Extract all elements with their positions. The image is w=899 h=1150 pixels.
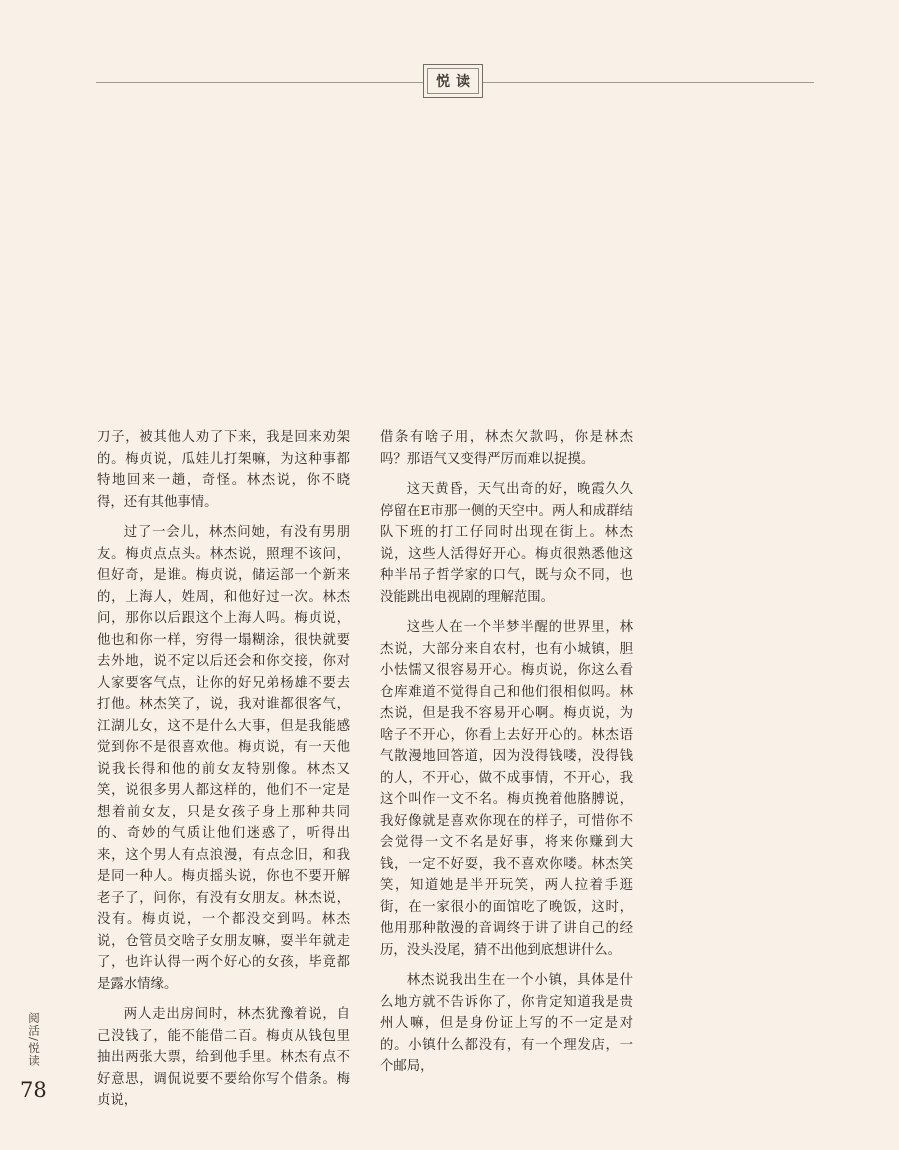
- paragraph: 这些人在一个半梦半醒的世界里，林杰说，大部分来自农村，也有小城镇，胆小怯懦又很容易开心。梅贞说，你这么看仓库难道不觉得自己和他们很相似吗。林杰说，但是我不容易开心啊。梅贞说，为啥子不开心，你看上去好开心的。林杰语气散漫地回答道，因为没得钱喽，没得钱的人，不开心，做不成事情，不开心，我这个叫作一文不名。梅贞挽着他胳膊说，我好像就是喜欢你现在的样子，可惜你不会觉得一文不名是好事，将来你赚到大钱，一定不好耍，我不喜欢你喽。林杰笑笑，知道她是半开玩笑，两人拉着手逛街，在一家很小的面馆吃了晚饭，这时，他用那种散漫的音调终于讲了讲自己的经历，没头没尾，猜不出他到底想讲什么。: [380, 620, 633, 958]
- page-number: 78: [20, 1078, 47, 1102]
- section-label: 悦读: [423, 64, 483, 98]
- paragraph: 林杰说我出生在一个小镇，具体是什么地方就不告诉你了，你肯定知道我是贵州人嘛，但是身份证上写的不一定是对的。小镇什么都没有，有一个理发店，一个邮局，: [380, 973, 633, 1074]
- paragraph: 这天黄昏，天气出奇的好，晚霞久久停留在E市那一侧的天空中。两人和成群结队下班的打工仔同时出现在街上。林杰说，这些人活得好开心。梅贞很熟悉他这种半吊子哲学家的口气，既与众不同，也没能跳出电视剧的理解范围。: [380, 482, 633, 605]
- side-label-part: 悦读: [27, 1041, 41, 1067]
- text-column-left: [97, 427, 350, 1121]
- side-label-separator: /: [27, 1037, 41, 1042]
- paragraph: 过了一会儿，林杰问她，有没有男朋友。梅贞点点头。林杰说，照理不该问，但好奇，是谁。梅贞说，储运部一个新来的，上海人，姓周，和他好过一次。林杰问，那你以后跟这个上海人吗。梅贞说，他也和你一样，穷得一塌糊涂，很快就要去外地，说不定以后还会和你交接，你对人家要客气点，让你的好兄弟杨雄不要去打他。林杰笑了，说，我对谁都很客气，江湖儿女，这不是什么大事，但是我能感觉到你不是很喜欢他。梅贞说，有一天他说我长得和他的前女友特别像。林杰又笑，说很多男人都这样的，他们不一定是想着前女友，只是女孩子身上那种共同的、奇妙的气质让他们迷惑了，听得出来，这个男人有点浪漫，有点念旧，和我是同一种人。梅贞摇头说，你也不要开解老子了，问你，有没有女朋友。林杰说，没有。梅贞说，一个都没交到吗。林杰说，仓管员交啥子女朋友嘛，耍半年就走了，也许认得一两个好心的女孩，毕竟都是露水情缘。: [97, 525, 350, 992]
- paragraph: 刀子，被其他人劝了下来，我是回来劝架的。梅贞说，瓜娃儿打架嘛，为这种事都特地回来一趟，奇怪。林杰说，你不晓得，还有其他事情。: [97, 430, 350, 510]
- paragraph: 两人走出房间时，林杰犹豫着说，自己没钱了，能不能借二百。梅贞从钱包里抽出两张大票，给到他手里。林杰有点不好意思，调侃说要不要给你写个借条。梅贞说，: [97, 1007, 350, 1108]
- side-label-part: 阅活: [27, 1012, 41, 1037]
- paragraph: 借条有啥子用，林杰欠款吗，你是林杰吗？那语气又变得严厉而难以捉摸。: [380, 430, 633, 467]
- text-column-right: [380, 427, 633, 1087]
- magazine-side-label: [26, 1012, 42, 1067]
